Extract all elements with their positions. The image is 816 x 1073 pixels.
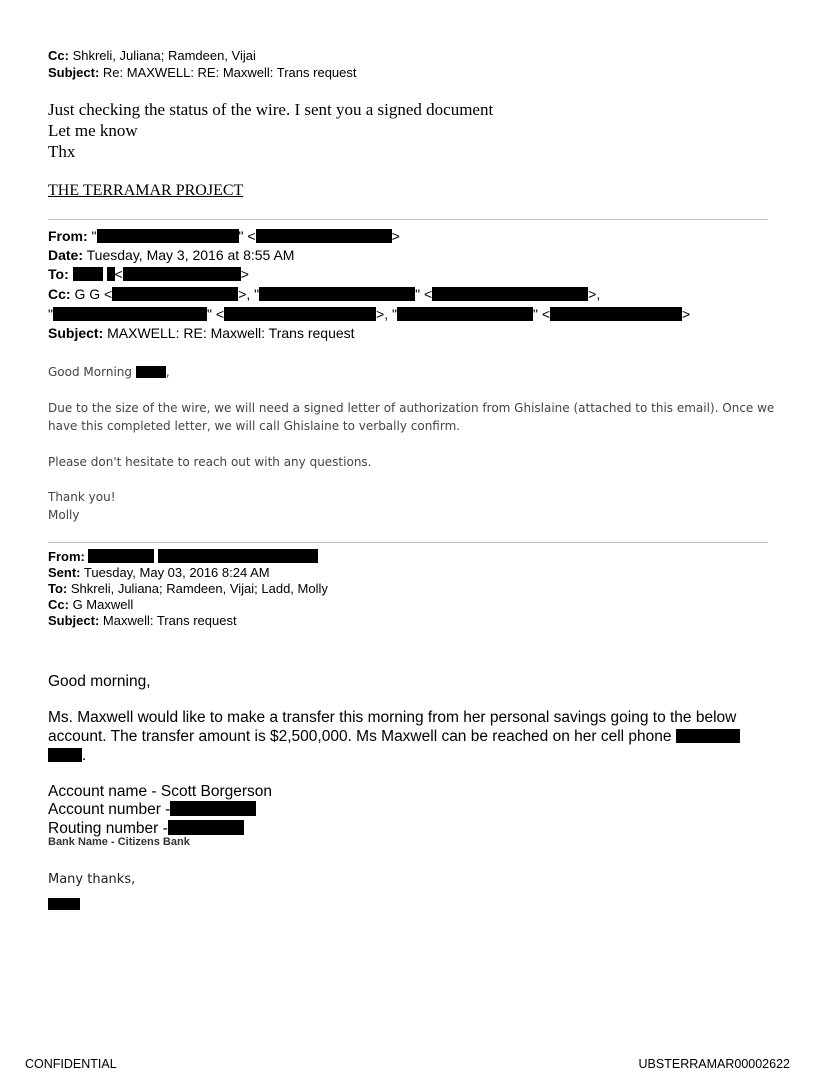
signature-org: THE TERRAMAR PROJECT <box>48 182 244 199</box>
sent-value: Tuesday, May 03, 2016 8:24 AM <box>80 565 270 580</box>
sent-label: Sent: <box>48 565 81 580</box>
from-label: From: <box>48 549 85 564</box>
msg2-body-1: Due to the size of the wire, we will need a signed letter of authorization from Ghislaine (attached to this email). Once we <box>48 401 775 415</box>
greeting-text: Good Morning <box>48 365 132 379</box>
redaction <box>48 898 80 910</box>
msg3-greeting: Good morning, <box>48 673 151 690</box>
reply-line-2: Let me know <box>48 121 138 140</box>
footer-bates-number: UBSTERRAMAR00002622 <box>638 1057 790 1071</box>
redaction <box>53 307 207 321</box>
cc-value: G Maxwell <box>68 597 134 612</box>
body-text: account. The transfer amount is $2,500,000. Ms Maxwell can be reached on her cell phone <box>48 728 672 745</box>
msg2-body-2: have this completed letter, we will call Ghislaine to verbally confirm. <box>48 419 461 433</box>
subject-value: Maxwell: Trans request <box>99 613 237 628</box>
redaction <box>88 549 154 563</box>
reply-line-1: Just checking the status of the wire. I sent you a signed document <box>48 100 494 119</box>
redaction <box>170 801 256 816</box>
redaction <box>97 229 239 243</box>
redaction <box>136 366 166 378</box>
redaction <box>73 267 103 281</box>
divider <box>48 542 768 543</box>
top-cc-line <box>48 47 256 64</box>
msg3-body-1: Ms. Maxwell would like to make a transfer this morning from her personal savings going to the below <box>48 709 737 726</box>
msg2-date-line <box>48 246 294 265</box>
msg2-cc-line: Cc: G G < >, " " < >, <box>48 286 601 302</box>
cc-prefix: G G < <box>70 286 113 302</box>
msg2-from-line: From: " " < > <box>48 228 400 244</box>
date-label: Date: <box>48 247 84 263</box>
redaction <box>550 307 682 321</box>
reply-line-3: Thx <box>48 142 76 161</box>
msg3-subject-line <box>48 612 237 629</box>
msg2-name: Molly <box>48 508 80 522</box>
msg3-closing: Many thanks, <box>48 872 136 887</box>
date-value: Tuesday, May 3, 2016 at 8:55 AM <box>83 247 295 263</box>
redaction <box>107 267 115 281</box>
subject-label: Subject: <box>48 65 100 80</box>
redaction <box>676 729 740 743</box>
msg3-sent-line <box>48 564 270 581</box>
msg3-sender <box>48 895 80 913</box>
cc-label: Cc: <box>48 286 71 302</box>
subject-label: Subject: <box>48 325 104 341</box>
footer-confidential: CONFIDENTIAL <box>25 1057 117 1071</box>
subject-value: MAXWELL: RE: Maxwell: Trans request <box>103 325 355 341</box>
account-number-label: Account number - <box>48 801 171 818</box>
routing-number-label: Routing number - <box>48 820 168 837</box>
msg3-cc-line <box>48 596 133 613</box>
cc-label: Cc: <box>48 597 69 612</box>
msg3-body-3: . <box>48 746 86 765</box>
redaction <box>158 549 318 563</box>
subject-label: Subject: <box>48 613 100 628</box>
redaction <box>123 267 241 281</box>
from-label: From: <box>48 228 88 244</box>
cc-label: Cc: <box>48 48 69 63</box>
subject-value: Re: MAXWELL: RE: Maxwell: Trans request <box>99 65 357 80</box>
to-label: To: <box>48 266 69 282</box>
top-subject-line <box>48 64 357 81</box>
msg2-subject-line <box>48 324 355 343</box>
divider <box>48 219 768 220</box>
cc-value: Shkreli, Juliana; Ramdeen, Vijai <box>68 48 256 63</box>
to-label: To: <box>48 581 68 596</box>
account-name: Account name - Scott Borgerson <box>48 783 273 800</box>
redaction <box>224 307 376 321</box>
msg3-from-line <box>48 548 318 565</box>
msg2-body-3: Please don't hesitate to reach out with any questions. <box>48 455 372 469</box>
msg2-closing: Thank you! <box>48 490 116 504</box>
redaction <box>259 287 415 301</box>
redaction <box>48 748 82 762</box>
redaction <box>397 307 533 321</box>
msg3-body-2 <box>48 727 740 746</box>
redaction <box>432 287 588 301</box>
redaction <box>112 287 238 301</box>
msg2-to-line: To: < > <box>48 266 249 282</box>
account-number-line <box>48 800 256 819</box>
to-value: Shkreli, Juliana; Ramdeen, Vijai; Ladd, Molly <box>67 581 328 596</box>
bank-name: Bank Name - Citizens Bank <box>48 836 190 848</box>
redaction <box>256 229 392 243</box>
msg3-to-line <box>48 580 328 597</box>
msg2-greeting: Good Morning , <box>48 365 170 379</box>
redaction <box>168 820 244 835</box>
msg2-cc-line-2: " " < >, " " < > <box>48 306 691 322</box>
